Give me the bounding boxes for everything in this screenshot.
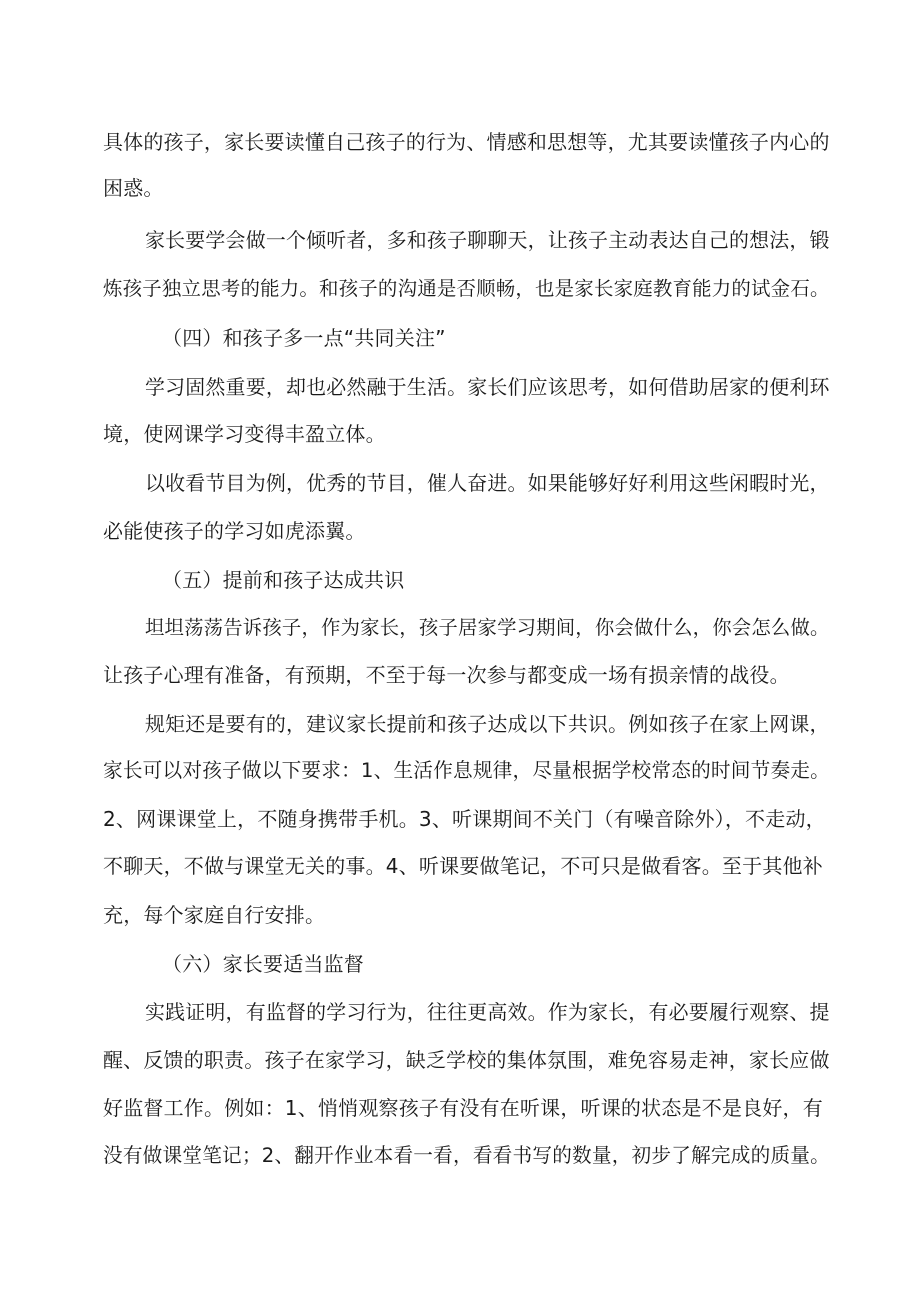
text-line: 没有做课堂笔记；2、翻开作业本看一看，看看书写的数量，初步了解完成的质量。 [103, 1144, 830, 1167]
text-line: 境，使网课学习变得丰盈立体。 [103, 422, 386, 446]
text-line: 醒、反馈的职责。孩子在家学习，缺乏学校的集体氛围，难免容易走神，家长应做 [103, 1048, 830, 1072]
text-line: 规矩还是要有的，建议家长提前和孩子达成以下共识。例如孩子在家上网课， [145, 712, 830, 736]
text-line: 实践证明，有监督的学习行为，往往更高效。作为家长，有必要履行观察、提 [145, 1000, 830, 1024]
text-line: 好监督工作。例如：1、悄悄观察孩子有没有在听课，听课的状态是不是良好，有 [103, 1096, 823, 1120]
text-line: 2、网课课堂上，不随身携带手机。3、听课期间不关门（有噪音除外），不走动， [103, 807, 826, 831]
text-line: 家长可以对孩子做以下要求：1、生活作息规律，尽量根据学校常态的时间节奏走。 [103, 759, 830, 782]
section-heading: （五）提前和孩子达成共识 [162, 568, 405, 592]
section-heading: （六）家长要适当监督 [162, 952, 364, 976]
text-line: 具体的孩子，家长要读懂自己孩子的行为、情感和思想等，尤其要读懂孩子内心的 [103, 130, 830, 154]
section-heading: （四）和孩子多一点“共同关注” [162, 326, 446, 350]
text-line: 充，每个家庭自行安排。 [103, 903, 326, 927]
text-line: 让孩子心理有准备，有预期，不至于每一次参与都变成一场有损亲情的战役。 [103, 663, 790, 687]
text-line: 学习固然重要，却也必然融于生活。家长们应该思考，如何借助居家的便利环 [145, 375, 830, 399]
text-line: 炼孩子独立思考的能力。和孩子的沟通是否顺畅，也是家长家庭教育能力的试金石。 [103, 277, 830, 300]
text-line: 家长要学会做一个倾听者，多和孩子聊聊天，让孩子主动表达自己的想法，锻 [145, 228, 830, 252]
text-line: 必能使孩子的学习如虎添翼。 [103, 519, 366, 543]
text-line: 以收看节目为例，优秀的节目，催人奋进。如果能够好好利用这些闲暇时光， [145, 471, 830, 495]
text-line: 困惑。 [103, 176, 164, 200]
text-line: 不聊天，不做与课堂无关的事。4、听课要做笔记，不可只是做看客。至于其他补 [103, 854, 823, 878]
text-line: 坦坦荡荡告诉孩子，作为家长，孩子居家学习期间，你会做什么，你会怎么做。 [145, 616, 830, 639]
